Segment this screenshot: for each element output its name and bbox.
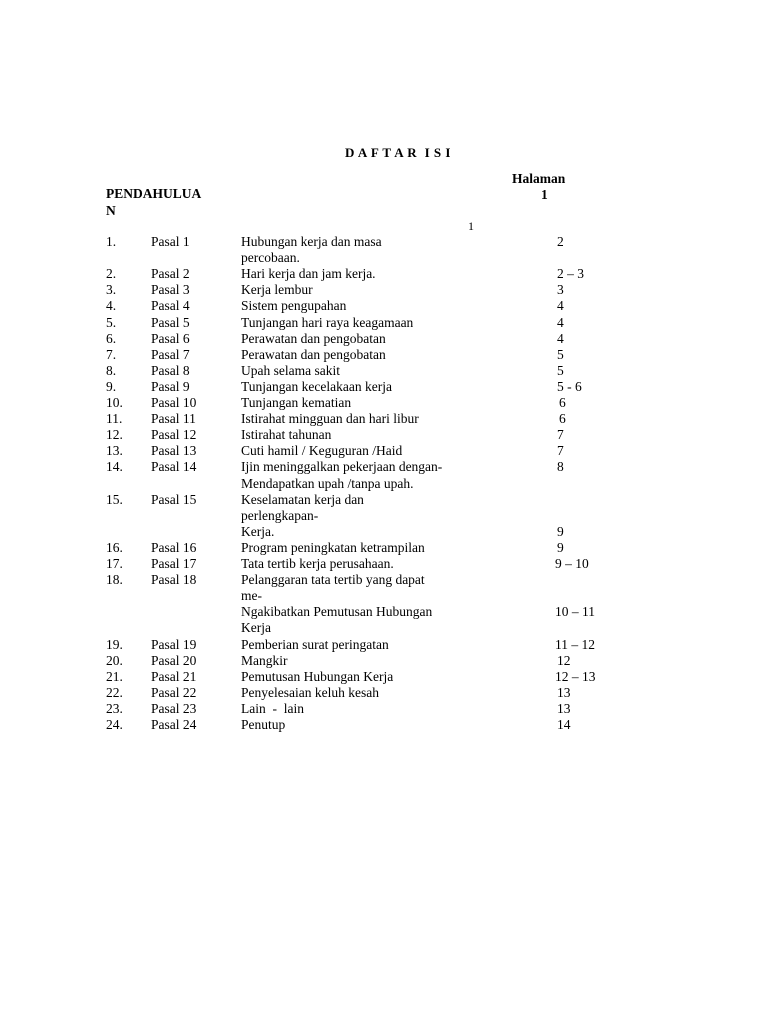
toc-entry-page: 6 — [559, 395, 566, 410]
toc-entry-pasal: Pasal 17 — [151, 556, 197, 571]
toc-entry-description: Tata tertib kerja perusahaan. — [241, 556, 394, 571]
toc-entry-page: 4 — [557, 314, 564, 330]
toc-entry-number: 12. — [106, 427, 123, 443]
toc-entry-page: 3 — [557, 282, 564, 298]
page-title: D A F T A R I S I — [345, 145, 451, 160]
toc-entry-number: 18. — [106, 572, 123, 588]
toc-entry-number: 23. — [106, 700, 123, 716]
toc-entry-pasal: Pasal 2 — [151, 266, 190, 282]
toc-entry-pasal: Pasal 21 — [151, 668, 197, 684]
toc-entry-pasal: Pasal 11 — [151, 411, 196, 427]
toc-entry-description: Cuti hamil / Keguguran /Haid — [241, 443, 403, 459]
toc-entry-description: Penyelesaian keluh kesah — [241, 684, 379, 700]
toc-entry-description: Perawatan dan pengobatan — [241, 346, 386, 362]
toc-entry-description: Lain - lain — [241, 700, 304, 716]
toc-entry-number: 14. — [106, 459, 123, 475]
toc-entry-pasal: Pasal 24 — [151, 717, 197, 732]
toc-entry-page: 6 — [559, 411, 566, 427]
halaman-column-header: Halaman — [512, 171, 566, 186]
toc-entry-description: Upah selama sakit — [241, 362, 340, 378]
toc-entry-page: 12 – 13 — [555, 668, 596, 684]
toc-entry-number: 4. — [106, 298, 117, 314]
toc-entry-pasal: Pasal 13 — [151, 443, 197, 459]
toc-entry-pasal: Pasal 6 — [151, 330, 190, 346]
toc-entry-page: 4 — [557, 330, 564, 346]
toc-entry-number: 11. — [106, 411, 123, 427]
page-marker: 1 — [468, 219, 474, 233]
toc-entry-pasal: Pasal 1 — [151, 234, 190, 249]
toc-entry-page: 10 – 11 — [555, 604, 595, 620]
toc-entry-pasal: Pasal 12 — [151, 427, 197, 443]
toc-entry-page: 11 – 12 — [555, 636, 595, 652]
pendahuluan-page-number: 1 — [541, 187, 548, 202]
toc-entry-page: 9 — [557, 523, 564, 539]
toc-entry-number: 15. — [106, 491, 123, 507]
toc-entry-number: 19. — [106, 636, 123, 652]
toc-entry-page: 2 — [557, 234, 564, 249]
toc-entry-pasal: Pasal 22 — [151, 684, 197, 700]
pendahuluan-heading-continued: N — [106, 203, 116, 218]
toc-entry-description: Perawatan dan pengobatan — [241, 330, 386, 346]
toc-entry-description: Tunjangan hari raya keagamaan — [241, 314, 414, 330]
toc-entry-description: me- — [241, 588, 262, 604]
toc-entry-pasal: Pasal 14 — [151, 459, 197, 475]
toc-entry-pasal: Pasal 15 — [151, 491, 197, 507]
toc-entry-page: 5 — [557, 346, 564, 362]
toc-entry-description: Tunjangan kecelakaan kerja — [241, 378, 392, 394]
toc-entry-description: Pelanggaran tata tertib yang dapat — [241, 572, 425, 588]
toc-entry-description: percobaan. — [241, 250, 300, 266]
toc-entry-description: Mendapatkan upah /tanpa upah. — [241, 475, 414, 491]
toc-entry-description: Kerja — [241, 620, 271, 636]
toc-entry-page: 9 – 10 — [555, 556, 589, 571]
toc-entry-page: 7 — [557, 427, 564, 443]
toc-entry-page: 5 - 6 — [557, 378, 582, 394]
toc-entry-page: 2 – 3 — [557, 266, 584, 282]
toc-entry-description: Program peningkatan ketrampilan — [241, 539, 425, 555]
toc-entry-number: 16. — [106, 539, 123, 555]
toc-entry-pasal: Pasal 16 — [151, 539, 197, 555]
toc-entry-number: 22. — [106, 684, 123, 700]
toc-entry-description: Kerja lembur — [241, 282, 313, 298]
toc-entry-page: 4 — [557, 298, 564, 314]
toc-entry-pasal: Pasal 9 — [151, 378, 190, 394]
toc-entry-description: perlengkapan- — [241, 507, 319, 523]
toc-entry-number: 7. — [106, 346, 117, 362]
toc-entry-number: 8. — [106, 362, 117, 378]
toc-entry-description: Pemutusan Hubungan Kerja — [241, 668, 394, 684]
toc-entry-number: 6. — [106, 330, 117, 346]
toc-entry-number: 24. — [106, 717, 123, 732]
toc-entry-page: 9 — [557, 539, 564, 555]
toc-entry-pasal: Pasal 23 — [151, 700, 197, 716]
toc-entry-pasal: Pasal 7 — [151, 346, 190, 362]
toc-entry-number: 3. — [106, 282, 117, 298]
toc-entry-pasal: Pasal 3 — [151, 282, 190, 298]
toc-entry-description: Mangkir — [241, 652, 288, 668]
toc-entry-number: 17. — [106, 556, 123, 571]
pendahuluan-heading: PENDAHULUA — [106, 186, 202, 201]
toc-entry-page: 5 — [557, 362, 564, 378]
toc-entry-pasal: Pasal 20 — [151, 652, 197, 668]
toc-entry-number: 1. — [106, 234, 117, 249]
toc-entry-pasal: Pasal 10 — [151, 395, 197, 410]
toc-entry-number: 5. — [106, 314, 117, 330]
toc-entry-pasal: Pasal 5 — [151, 314, 190, 330]
toc-entry-description: Keselamatan kerja dan — [241, 491, 364, 507]
toc-entry-description: Istirahat mingguan dan hari libur — [241, 411, 419, 427]
toc-entry-number: 2. — [106, 266, 117, 282]
toc-entry-description: Ijin meninggalkan pekerjaan dengan- — [241, 459, 443, 475]
toc-entry-pasal: Pasal 8 — [151, 362, 190, 378]
toc-entry-description: Kerja. — [241, 523, 275, 539]
toc-entry-pasal: Pasal 18 — [151, 572, 197, 588]
toc-entry-number: 21. — [106, 668, 123, 684]
toc-entry-number: 9. — [106, 378, 117, 394]
toc-entry-description: Tunjangan kematian — [241, 395, 352, 410]
toc-entry-number: 10. — [106, 395, 123, 410]
toc-entry-pasal: Pasal 19 — [151, 636, 197, 652]
toc-entry-description: Hubungan kerja dan masa — [241, 234, 382, 249]
toc-entry-page: 14 — [557, 717, 571, 732]
toc-entry-description: Pemberian surat peringatan — [241, 636, 389, 652]
toc-entry-description: Ngakibatkan Pemutusan Hubungan — [241, 604, 433, 620]
toc-entry-description: Istirahat tahunan — [241, 427, 332, 443]
toc-entry-number: 20. — [106, 652, 123, 668]
toc-entry-description: Hari kerja dan jam kerja. — [241, 266, 376, 282]
toc-entry-description: Sistem pengupahan — [241, 298, 347, 314]
toc-entry-page: 8 — [557, 459, 564, 475]
toc-entry-page: 12 — [557, 652, 571, 668]
toc-entry-description: Penutup — [241, 717, 286, 732]
toc-entry-page: 13 — [557, 700, 571, 716]
toc-entry-page: 13 — [557, 684, 571, 700]
toc-entry-page: 7 — [557, 443, 564, 459]
toc-entry-number: 13. — [106, 443, 123, 459]
toc-entry-pasal: Pasal 4 — [151, 298, 190, 314]
